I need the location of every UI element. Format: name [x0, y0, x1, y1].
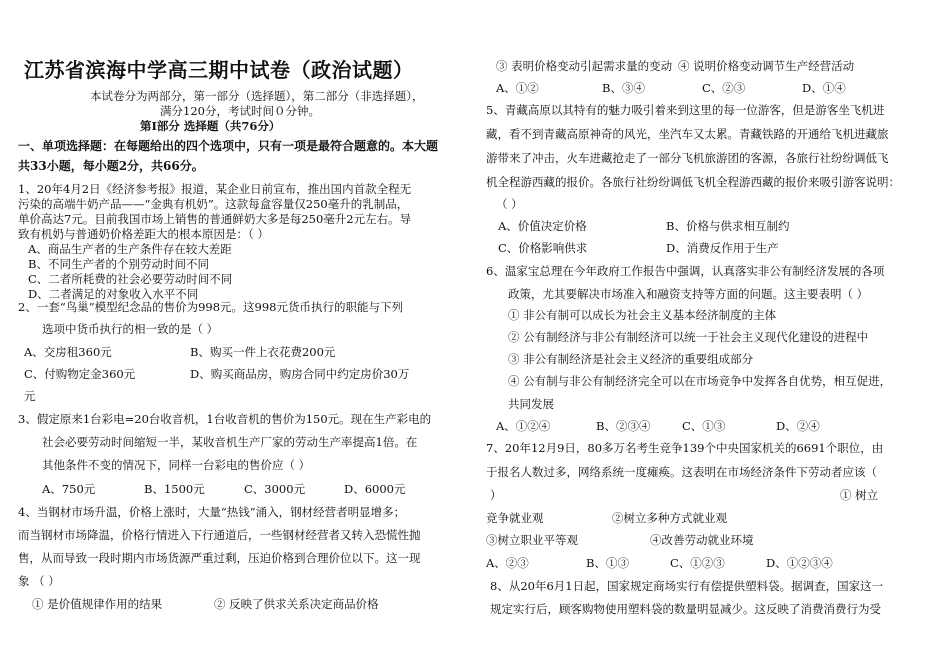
q1-option-c: C、二者所耗费的社会必要劳动时间不同 [28, 272, 233, 286]
q4-statement-1: ① 是价值规律作用的结果 [32, 597, 163, 611]
q7-choice-1: 竞争就业观 [486, 511, 544, 525]
q5-option-d: D、消费反作用于生产 [666, 241, 779, 255]
q5-line: 机全程游西藏的报价。各旅行社纷纷调低飞机全程游西藏的报价来吸引游客说明： [486, 175, 900, 189]
q5-option-b: B、价格与供求相互制约 [666, 219, 790, 233]
q5-line: 藏，看不到青藏高原神奇的风光，坐汽车又太累。青藏铁路的开通给飞机进藏旅 [486, 127, 889, 141]
q6-statement-4: ④ 公有制与非公有制经济完全可以在市场竞争中发挥各自优势，相互促进， [508, 374, 892, 388]
q4-statement-2: ② 反映了供求关系决定商品价格 [214, 597, 379, 611]
q6-option-d: D、②④ [776, 419, 820, 433]
q5-option-c: C、价格影响供求 [498, 241, 588, 255]
q6-statement-4-cont: 共同发展 [508, 397, 554, 411]
q7-option-d: D、①②③④ [766, 556, 833, 570]
q4-line-3: 售，从而导致一段时期内市场货源严重过剩，压迫价格到合理价位以下。这一现 [18, 551, 421, 565]
q5-line: 游带来了冲击，火车进藏抢走了一部分飞机旅游团的客源，各旅行社纷纷调低飞 [486, 151, 889, 165]
q6-line-2: 政策，尤其要解决市场准入和融资支持等方面的问题。这主要表明（ ） [508, 287, 869, 301]
q7-line-3a: ） [490, 488, 502, 502]
q4-line-1: 4、当钢材市场升温，价格上涨时，大量“热钱”涌入，钢材经营者明显增多； [18, 505, 406, 519]
q7-line-3b: ① 树立 [840, 488, 879, 502]
q1-line: 污染的高端牛奶产品——“金典有机奶”。这款每盒容量仅250毫升的乳制品， [18, 197, 409, 211]
q3-line-2: 社会必要劳动时间缩短一半，某收音机生产厂家的劳动生产率提高1倍。在 [42, 435, 418, 449]
q4-line-4: 象 （ ） [18, 574, 60, 588]
q1-line: 致有机奶与普通奶价格差距大的根本原因是：（ ） [18, 227, 269, 241]
q4-line-2: 而当钢材市场降温，价格行情进入下行通道后，一些钢材经营者又转入恐慌性抛 [18, 528, 421, 542]
q4-statement-3: ③ 表明价格变动引起需求量的变动 [496, 59, 673, 73]
q3-line-1: 3、假定原来1台彩电=20台收音机，1台收音机的售价为150元。现在生产彩电的 [18, 412, 432, 426]
q4-option-c: C、②③ [702, 81, 746, 95]
q6-line-1: 6、温家宝总理在今年政府工作报告中强调，认真落实非公有制经济发展的各项 [486, 264, 885, 278]
q2-line-1: 2、一套“鸟巢”模型纪念品的售价为998元。这998元货币执行的职能与下列 [18, 300, 403, 314]
q3-option-d: D、6000元 [344, 482, 406, 496]
q7-option-c: C、①②③ [670, 556, 725, 570]
q1-line: 1、20年4月2日《经济参考报》报道，某企业日前宣布，推出国内首款全程无 [18, 182, 412, 196]
q4-option-a: A、①② [496, 81, 539, 95]
q1-option-d: D、二者满足的对象收入水平不同 [28, 287, 199, 301]
q7-option-a: A、②③ [486, 556, 529, 570]
exam-title: 江苏省滨海中学高三期中试卷（政治试题） [24, 58, 414, 82]
section-instruction-2: 共33小题，每小题2分，共66分。 [18, 159, 204, 173]
q4-statement-4: ④ 说明价格变动调节生产经营活动 [678, 59, 855, 73]
q6-statement-2: ② 公有制经济与非公有制经济可以统一于社会主义现代化建设的进程中 [508, 330, 869, 344]
q1-line: 单价高达7元。目前我国市场上销售的普通鲜奶大多是每250毫升2元左右。导 [18, 212, 412, 226]
q7-choice-2: ②树立多种方式就业观 [612, 511, 727, 525]
q8-line-2: 规定实行后，顾客购物使用塑料袋的数量明显减少。这反映了消费消费行为受 [490, 602, 881, 616]
q2-option-c: C、付购物定金360元 [24, 367, 136, 381]
q4-option-b: B、③④ [602, 81, 645, 95]
q4-option-d: D、①④ [802, 81, 846, 95]
exam-subtitle-2: 满分120分，考试时间０分钟。 [160, 104, 320, 118]
q3-option-a: A、750元 [42, 482, 96, 496]
q7-choice-4: ④改善劳动就业环境 [650, 533, 754, 547]
q6-option-a: A、①②④ [496, 419, 551, 433]
q3-line-3: 其他条件不变的情况下，同样一台彩电的售价应（ ） [42, 458, 311, 472]
q2-option-a: A、交房租360元 [24, 345, 112, 359]
q7-choice-3: ③树立职业平等观 [486, 533, 578, 547]
q2-option-b: B、购买一件上衣花费200元 [190, 345, 336, 359]
q6-option-b: B、②③④ [596, 419, 651, 433]
q7-line-2: 于报名人数过多，网络系统一度瘫痪。这表明在市场经济条件下劳动者应该（ [486, 465, 877, 479]
q5-line: 5、青藏高原以其特有的魅力吸引着来到这里的每一位游客，但是游客坐飞机进 [486, 103, 885, 117]
q5-line: （ ） [496, 197, 523, 211]
q7-option-b: B、①③ [586, 556, 629, 570]
q1-option-b: B、不同生产者的个别劳动时间不同 [28, 257, 209, 271]
exam-subtitle-1: 本试卷分为两部分，第一部分（选择题），第二部分（非选择题）， [90, 89, 424, 103]
q6-statement-3: ③ 非公有制经济是社会主义经济的重要组成部分 [508, 352, 754, 366]
q3-option-c: C、3000元 [244, 482, 306, 496]
q6-statement-1: ① 非公有制可以成长为社会主义基本经济制度的主体 [508, 308, 777, 322]
q1-option-a: A、商品生产者的生产条件存在较大差距 [28, 242, 232, 256]
q6-option-c: C、①③ [682, 419, 726, 433]
q8-line-1: 8、从20年6月1日起，国家规定商场实行有偿提供塑料袋。据调查，国家这一 [490, 579, 884, 593]
part-one-heading: 第Ⅰ部分 选择题（共76分） [140, 119, 281, 133]
q3-option-b: B、1500元 [144, 482, 205, 496]
q5-option-a: A、价值决定价格 [498, 219, 587, 233]
q2-line-2: 选项中货币执行的相一致的是（ ） [42, 322, 219, 336]
q7-line-1: 7、20年12月9日，80多万名考生竞争139个中央国家机关的6691个职位，由 [486, 441, 884, 455]
section-instruction-1: 一、单项选择题：在每题给出的四个选项中，只有一项是最符合题意的。本大题 [18, 139, 439, 153]
q2-option-d-cont: 元 [24, 389, 36, 403]
q2-option-d: D、购买商品房，购房合同中约定房价30万 [190, 367, 410, 381]
